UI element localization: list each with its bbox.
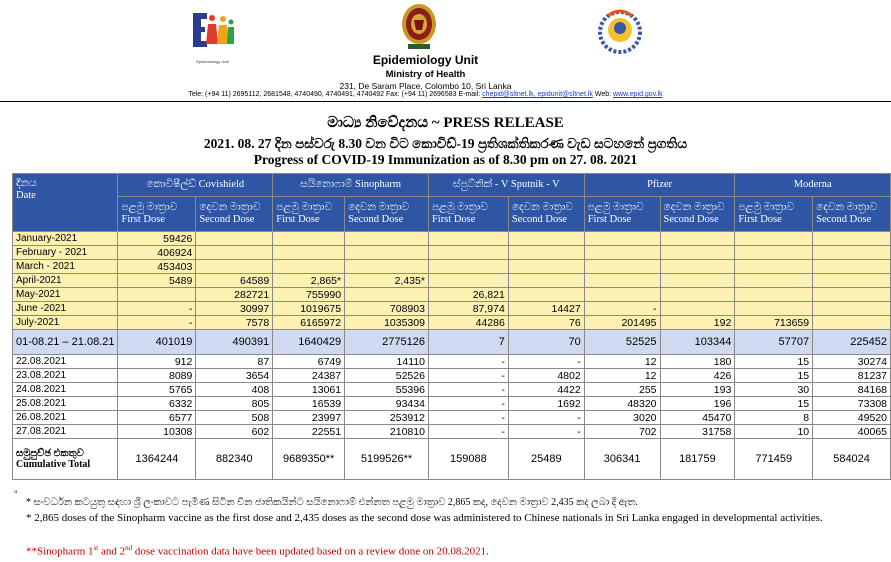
dose-label-en: First Dose: [121, 214, 165, 225]
bullet-mark: ▫: [14, 487, 18, 498]
table-cell: [660, 288, 735, 302]
table-cell: [508, 260, 584, 274]
table-cell: 55396: [345, 383, 429, 397]
email-links[interactable]: chepid@sltnet.lk, epidunit@sltnet.lk: [482, 91, 593, 98]
table-cell: 282721: [196, 288, 273, 302]
table-cell: [345, 260, 429, 274]
table-cell: [196, 246, 273, 260]
dose-label-en: Second Dose: [199, 214, 255, 225]
table-cell: 87: [196, 355, 273, 369]
row-date-label: 22.08.2021: [13, 355, 118, 369]
table-cell: 30274: [813, 355, 891, 369]
table-cell: [735, 232, 813, 246]
row-date-label: 01-08.21 – 21.08.21: [13, 330, 118, 355]
table-cell: 49520: [813, 411, 891, 425]
dose-label-si: පළමු මාත්‍රාව: [738, 202, 795, 213]
table-cell: [813, 302, 891, 316]
vaccine-header-moderna: Moderna: [735, 174, 891, 197]
table-cell: 44286: [428, 316, 508, 330]
table-cell: [584, 232, 660, 246]
dose-label-si: දෙවන මාත්‍රාව: [663, 202, 725, 213]
table-row: [13, 425, 891, 439]
table-row: [13, 383, 891, 397]
table-cell: 912: [118, 355, 196, 369]
table-cell: 426: [660, 369, 735, 383]
sinhala-subtitle: 2021. 08. 27 දින පස්වරු 8.30 වන විට කොවිඩ්-19 ප්‍රතිශක්තිකරණ වැඩ සටහනේ ප්‍රගතිය: [203, 136, 688, 151]
table-cell: [196, 260, 273, 274]
table-cell: 15: [735, 369, 813, 383]
total-cell: 771459: [735, 439, 813, 480]
table-cell: [345, 246, 429, 260]
table-cell: 23997: [273, 411, 345, 425]
ministry-name: Ministry of Health: [385, 69, 466, 80]
vaccine-header-sputnik: ස්පුට්නික් - V Sputnik - V: [428, 174, 584, 197]
table-cell: 708903: [345, 302, 429, 316]
letterhead: [0, 0, 891, 104]
dose-label-si: දෙවන මාත්‍රාව: [816, 202, 878, 213]
second-dose-header: [813, 197, 891, 232]
table-cell: 4802: [508, 369, 584, 383]
table-cell: 15: [735, 397, 813, 411]
first-dose-header: [273, 197, 345, 232]
table-cell: -: [428, 369, 508, 383]
dose-label-en: First Dose: [431, 214, 476, 225]
second-dose-header: [660, 197, 735, 232]
table-cell: 180: [660, 355, 735, 369]
row-date-label: 26.08.2021: [13, 411, 118, 425]
row-date-label: 23.08.2021: [13, 369, 118, 383]
immunization-table: [12, 173, 891, 480]
table-cell: [428, 232, 508, 246]
table-cell: 76: [508, 316, 584, 330]
table-cell: -: [118, 302, 196, 316]
table-cell: 48320: [584, 397, 660, 411]
cumulative-total-row: [13, 439, 891, 480]
date-column-header: [13, 174, 118, 232]
org-address: 231, De Saram Place, Colombo 10, Sri Lanka: [339, 81, 512, 91]
table-cell: 16539: [273, 397, 345, 411]
vaccine-header-sinopharm: සයිනොෆාම් Sinopharm: [273, 174, 429, 197]
table-cell: 453403: [118, 260, 196, 274]
contact-prefix: Tele: (+94 11) 2695112, 2681548, 4740490, 4740491, 4740492 Fax: (+94 11) 2696583 E-mail:: [188, 91, 483, 98]
row-date-label: February - 2021: [13, 246, 118, 260]
table-cell: 2775126: [345, 330, 429, 355]
table-row: [13, 232, 891, 246]
table-row: [13, 369, 891, 383]
table-cell: [735, 288, 813, 302]
first-dose-header: [735, 197, 813, 232]
table-cell: 26,821: [428, 288, 508, 302]
table-cell: 408: [196, 383, 273, 397]
table-cell: 1035309: [345, 316, 429, 330]
table-cell: 10308: [118, 425, 196, 439]
dose-header-row: [13, 197, 891, 232]
total-cell: 5199526**: [345, 439, 429, 480]
first-dose-header: [428, 197, 508, 232]
table-cell: 12: [584, 355, 660, 369]
government-emblem-logo: [400, 2, 438, 52]
first-dose-header: [584, 197, 660, 232]
table-cell: [735, 260, 813, 274]
table-row: [13, 274, 891, 288]
total-cell: 181759: [660, 439, 735, 480]
table-cell: 93434: [345, 397, 429, 411]
table-cell: [584, 288, 660, 302]
table-cell: 7: [428, 330, 508, 355]
table-cell: -: [428, 397, 508, 411]
total-cell: 306341: [584, 439, 660, 480]
website-link[interactable]: www.epid.gov.lk: [613, 91, 663, 98]
table-cell: 12: [584, 369, 660, 383]
table-cell: 5765: [118, 383, 196, 397]
table-row: [13, 246, 891, 260]
footnote-sinhala: * සංවර්ධන කටයුතු සඳහා ශ්‍රී ලංකාවට පැමිණ සිටින චීන ජාතිකයින්ට සයිනොෆාම් එන්නත පළමු මාත්‍රාව 2,865 කද, දෙවන මාත්‍රාව 2,435 කද ලබා දී ඇත.: [26, 497, 638, 508]
table-row: [13, 397, 891, 411]
table-cell: [273, 260, 345, 274]
table-cell: 406924: [118, 246, 196, 260]
table-cell: 64589: [196, 274, 273, 288]
table-cell: [584, 274, 660, 288]
table-cell: 31758: [660, 425, 735, 439]
table-cell: 255: [584, 383, 660, 397]
table-cell: 7578: [196, 316, 273, 330]
table-cell: 490391: [196, 330, 273, 355]
date-header-en: Date: [16, 190, 36, 201]
table-row: [13, 260, 891, 274]
table-cell: 84168: [813, 383, 891, 397]
table-cell: 30997: [196, 302, 273, 316]
table-cell: 192: [660, 316, 735, 330]
total-cell: 1364244: [118, 439, 196, 480]
table-cell: 15: [735, 355, 813, 369]
table-body: [13, 232, 891, 480]
row-date-label: 27.08.2021: [13, 425, 118, 439]
row-date-label: 24.08.2021: [13, 383, 118, 397]
table-cell: -: [428, 383, 508, 397]
table-cell: 14110: [345, 355, 429, 369]
national-immunization-programme-logo: [594, 6, 646, 58]
table-cell: 713659: [735, 316, 813, 330]
row-date-label: May-2021: [13, 288, 118, 302]
table-cell: 8089: [118, 369, 196, 383]
table-cell: 2,865*: [273, 274, 345, 288]
table-cell: 1640429: [273, 330, 345, 355]
dose-label-si: පළමු මාත්‍රාව: [431, 202, 488, 213]
table-cell: 3020: [584, 411, 660, 425]
vaccine-header-covishield: කොවිෂීල්ඩ් Covishield: [118, 174, 273, 197]
table-cell: [660, 232, 735, 246]
table-cell: 87,974: [428, 302, 508, 316]
first-dose-header: [118, 197, 196, 232]
table-cell: 702: [584, 425, 660, 439]
row-date-label: January-2021: [13, 232, 118, 246]
table-cell: -: [118, 316, 196, 330]
table-cell: 508: [196, 411, 273, 425]
table-cell: [273, 232, 345, 246]
total-cell: 25489: [508, 439, 584, 480]
second-dose-header: [196, 197, 273, 232]
table-cell: [813, 232, 891, 246]
table-cell: 805: [196, 397, 273, 411]
table-cell: 103344: [660, 330, 735, 355]
table-cell: [813, 260, 891, 274]
table-cell: [508, 288, 584, 302]
table-cell: 6165972: [273, 316, 345, 330]
dose-label-si: දෙවන මාත්‍රාව: [199, 202, 261, 213]
table-cell: [196, 232, 273, 246]
table-cell: 6332: [118, 397, 196, 411]
web-prefix: Web:: [592, 91, 613, 98]
table-cell: -: [508, 425, 584, 439]
dose-label-en: Second Dose: [511, 214, 567, 225]
table-cell: 193: [660, 383, 735, 397]
table-cell: [660, 246, 735, 260]
table-cell: 22551: [273, 425, 345, 439]
dose-label-si: පළමු මාත්‍රාව: [121, 202, 178, 213]
table-cell: 52525: [584, 330, 660, 355]
table-row: [13, 411, 891, 425]
table-cell: 70: [508, 330, 584, 355]
dose-label-en: First Dose: [276, 214, 320, 225]
table-cell: 201495: [584, 316, 660, 330]
table-cell: 1692: [508, 397, 584, 411]
table-cell: 2,435*: [345, 274, 429, 288]
total-label-en: Cumulative Total: [16, 459, 91, 470]
table-cell: [735, 302, 813, 316]
table-cell: -: [508, 411, 584, 425]
table-cell: 401019: [118, 330, 196, 355]
table-row: [13, 288, 891, 302]
table-cell: [345, 288, 429, 302]
dose-label-en: Second Dose: [816, 214, 872, 225]
dose-label-en: First Dose: [587, 214, 632, 225]
second-dose-header: [508, 197, 584, 232]
table-cell: [813, 316, 891, 330]
table-cell: -: [508, 355, 584, 369]
table-cell: 14427: [508, 302, 584, 316]
table-cell: [735, 246, 813, 260]
table-cell: [584, 260, 660, 274]
table-cell: 24387: [273, 369, 345, 383]
table-cell: [428, 246, 508, 260]
note-red-b: and 2: [98, 545, 126, 558]
table-cell: 5489: [118, 274, 196, 288]
vaccine-header-pfizer: Pfizer: [584, 174, 735, 197]
table-cell: -: [584, 302, 660, 316]
total-label-si: සමුපුච්ඡ එකතුව: [16, 448, 84, 459]
total-cell: 882340: [196, 439, 273, 480]
footnote-update-note: [26, 541, 489, 559]
footnote-english: * 2,865 doses of the Sinopharm vaccine as the first dose and 2,435 doses as the second dose was administered to Chinese nationals in Sri Lanka engaged in developmental activities.: [26, 512, 823, 524]
press-release-title: මාධ්‍ය නිවේදනය ~ PRESS RELEASE: [327, 115, 564, 131]
table-cell: [813, 288, 891, 302]
table-cell: 1019675: [273, 302, 345, 316]
table-cell: 225452: [813, 330, 891, 355]
table-cell: 81237: [813, 369, 891, 383]
cumulative-total-label: [13, 439, 118, 480]
dose-label-en: First Dose: [738, 214, 782, 225]
table-cell: -: [428, 411, 508, 425]
table-cell: 3654: [196, 369, 273, 383]
row-date-label: July-2021: [13, 316, 118, 330]
dose-label-si: පළමු මාත්‍රාව: [276, 202, 333, 213]
table-cell: -: [428, 425, 508, 439]
table-cell: 196: [660, 397, 735, 411]
table-cell: [813, 246, 891, 260]
table-cell: -: [428, 355, 508, 369]
table-cell: [508, 274, 584, 288]
table-cell: 210810: [345, 425, 429, 439]
table-cell: [508, 246, 584, 260]
table-cell: 10: [735, 425, 813, 439]
dose-label-si: පළමු මාත්‍රාව: [587, 202, 644, 213]
table-cell: [118, 288, 196, 302]
table-cell: 52526: [345, 369, 429, 383]
note-red-c: dose vaccination data have been updated based on a review done on 20.08.2021.: [132, 545, 489, 558]
table-cell: [660, 274, 735, 288]
logo-left-caption: Epidemiology Unit: [196, 59, 229, 64]
table-cell: [428, 260, 508, 274]
table-cell: [813, 274, 891, 288]
row-date-label: March - 2021: [13, 260, 118, 274]
table-cell: [660, 260, 735, 274]
table-cell: [584, 246, 660, 260]
table-cell: 602: [196, 425, 273, 439]
table-cell: 59426: [118, 232, 196, 246]
table-cell: [660, 302, 735, 316]
table-cell: 57707: [735, 330, 813, 355]
table-cell: 4422: [508, 383, 584, 397]
table-cell: [428, 274, 508, 288]
second-dose-header: [345, 197, 429, 232]
table-row: [13, 355, 891, 369]
table-cell: 6577: [118, 411, 196, 425]
total-cell: 584024: [813, 439, 891, 480]
org-contact: [0, 91, 871, 98]
table-cell: 8: [735, 411, 813, 425]
table-cell: 30: [735, 383, 813, 397]
table-cell: [345, 232, 429, 246]
note-red-a: **Sinopharm 1: [26, 545, 94, 558]
table-cell: 253912: [345, 411, 429, 425]
total-cell: 159088: [428, 439, 508, 480]
table-cell: 755990: [273, 288, 345, 302]
table-cell: 40065: [813, 425, 891, 439]
english-subtitle: Progress of COVID-19 Immunization as of 8.30 pm on 27. 08. 2021: [253, 152, 638, 167]
dose-label-en: Second Dose: [663, 214, 719, 225]
table-row: [13, 302, 891, 316]
dose-label-si: දෙවන මාත්‍රාව: [511, 202, 573, 213]
table-row: [13, 316, 891, 330]
dose-label-si: දෙවන මාත්‍රාව: [348, 202, 410, 213]
total-cell: 9689350**: [273, 439, 345, 480]
table-cell: 45470: [660, 411, 735, 425]
row-date-label: 25.08.2021: [13, 397, 118, 411]
row-date-label: April-2021: [13, 274, 118, 288]
table-cell: 13061: [273, 383, 345, 397]
table-cell: 6749: [273, 355, 345, 369]
note-red-sup1: st: [93, 544, 99, 552]
org-name: Epidemiology Unit: [372, 53, 479, 67]
table-cell: [508, 232, 584, 246]
table-cell: [735, 274, 813, 288]
table-cell: 73308: [813, 397, 891, 411]
header-divider: [0, 101, 891, 102]
row-date-label: June -2021: [13, 302, 118, 316]
date-header-si: දිනය: [16, 178, 37, 189]
table-row: [13, 330, 891, 355]
note-red-sup2: nd: [125, 544, 133, 552]
dose-label-en: Second Dose: [348, 214, 404, 225]
table-cell: [273, 246, 345, 260]
